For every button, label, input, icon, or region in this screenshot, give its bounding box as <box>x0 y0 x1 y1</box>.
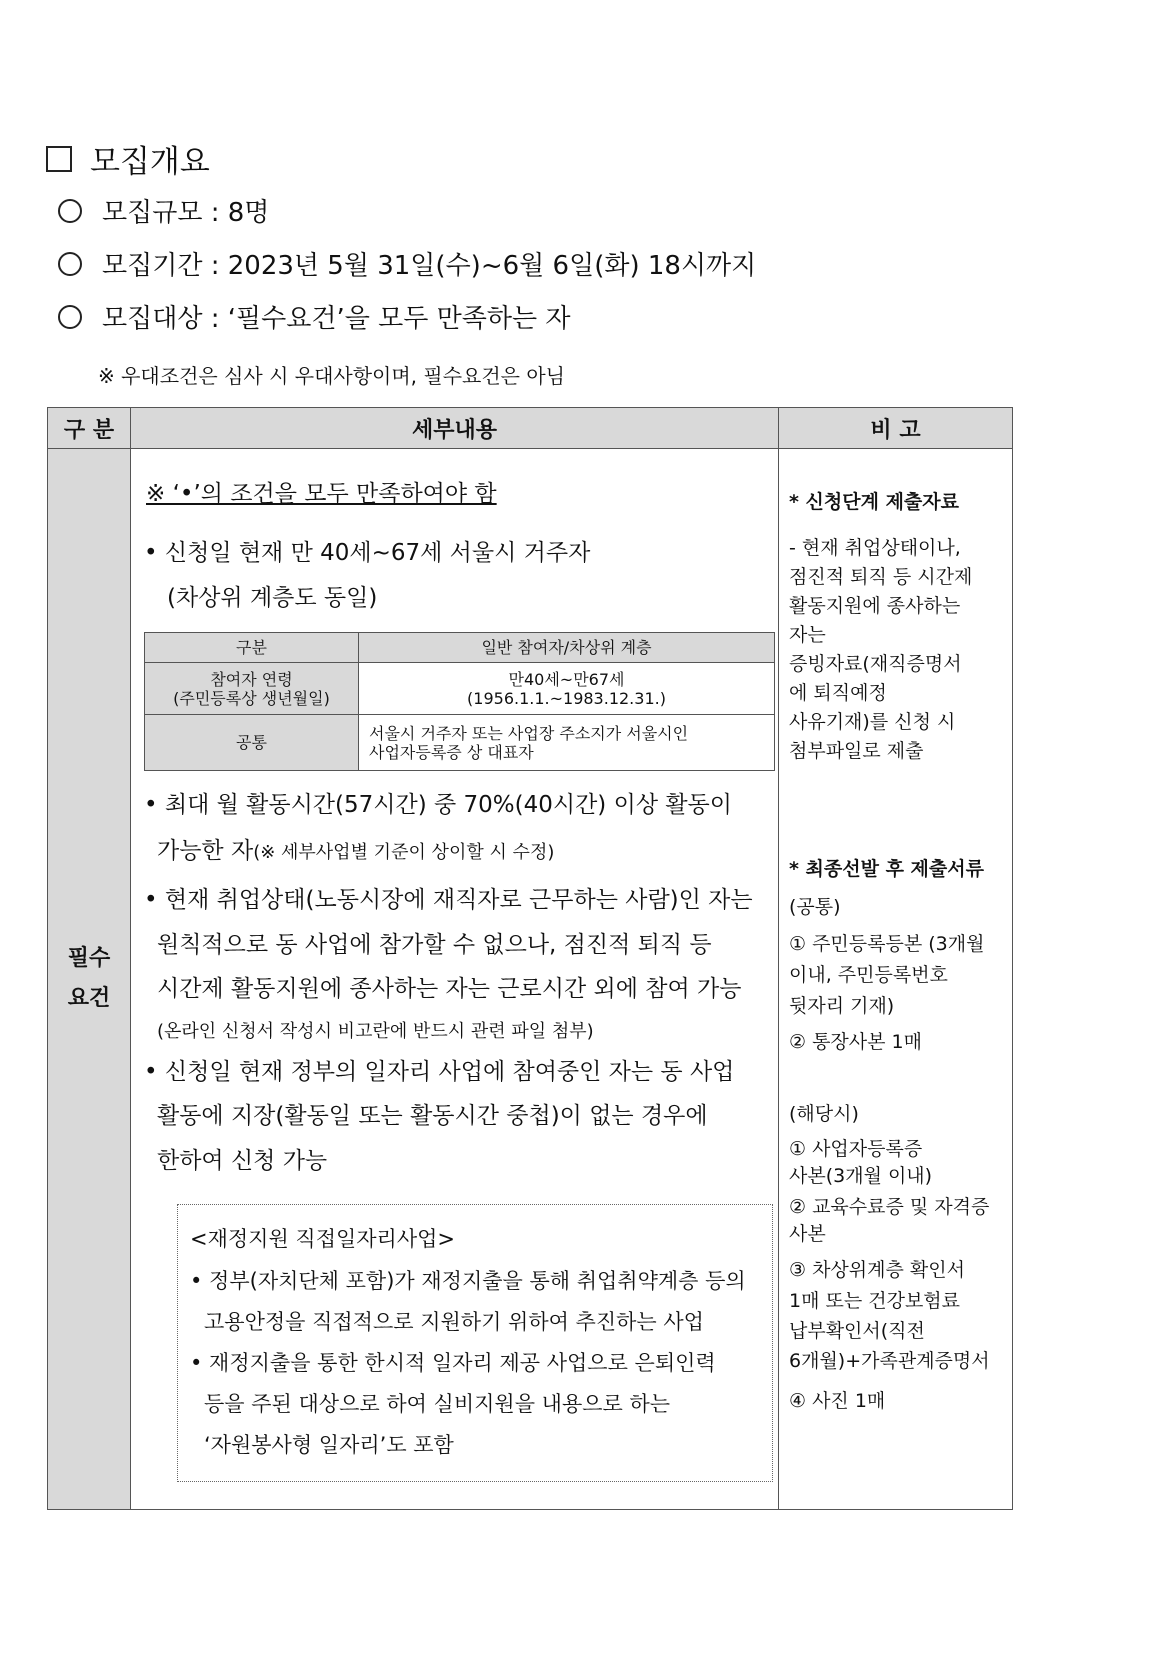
age-criteria-table <box>144 632 775 771</box>
header-remark: 비 고 <box>779 408 1013 449</box>
overview-target: 모집대상 : ‘필수요건’을 모두 만족하는 자 <box>58 298 570 335</box>
item-employment-line2: 원칙적으로 동 사업에 참가할 수 없으나, 점진적 퇴직 등 <box>157 932 712 958</box>
remark-line: - 현재 취업상태이나, <box>789 537 961 559</box>
remark-line: ② 통장사본 1매 <box>789 1031 922 1053</box>
remark-line: 에 퇴직예정 <box>789 682 887 704</box>
remark-line: ② 교육수료증 및 자격증 <box>789 1196 990 1218</box>
remark-applicable-label: (해당시) <box>789 1103 859 1125</box>
condition-note: ※ ‘•’의 조건을 모두 만족하여야 함 <box>146 481 497 507</box>
inner-row-age-label: 참여자 연령 (주민등록상 생년월일) <box>145 663 359 715</box>
direct-job-program-box <box>177 1204 773 1482</box>
item-activity-hours-sub: 가능한 자(※ 세부사업별 기준이 상이할 시 수정) <box>157 838 555 864</box>
remark-line: 점진적 퇴직 등 시간제 <box>789 566 973 588</box>
item-age-residence-sub: (차상위 계층도 동일) <box>167 585 378 611</box>
remark-common-label: (공통) <box>789 896 841 918</box>
box-line: • 정부(자치단체 포함)가 재정지출을 통해 취업취약계층 등의 <box>190 1269 746 1293</box>
remark-heading-final: * 최종선발 후 제출서류 <box>789 858 984 880</box>
item-government-job: • 신청일 현재 정부의 일자리 사업에 참여중인 자는 동 사업 <box>144 1059 735 1085</box>
remark-line: 증빙자료(재직증명서 <box>789 653 962 675</box>
detail-cell <box>131 449 779 1510</box>
box-line: 등을 주된 대상으로 하여 실비지원을 내용으로 하는 <box>204 1392 671 1416</box>
box-line: ‘자원봉사형 일자리’도 포함 <box>204 1433 454 1457</box>
remark-line: 사본 <box>789 1223 826 1245</box>
header-detail: 세부내용 <box>131 408 779 449</box>
remark-line: 6개월)+가족관계증명서 <box>789 1350 990 1372</box>
remark-line: ④ 사진 1매 <box>789 1390 886 1412</box>
item-government-job-line3: 한하여 신청 가능 <box>157 1148 328 1174</box>
item-age-residence: • 신청일 현재 만 40세~67세 서울시 거주자 <box>144 540 591 566</box>
remark-line: 활동지원에 종사하는 <box>789 595 961 617</box>
category-cell: 필수 요건 <box>48 449 131 1510</box>
remark-line: 자는 <box>789 624 826 646</box>
preference-note: ※ 우대조건은 심사 시 우대사항이며, 필수요건은 아님 <box>98 364 565 388</box>
remark-line: 첨부파일로 제출 <box>789 740 924 762</box>
requirements-table <box>47 407 1013 1510</box>
section-title <box>46 136 210 181</box>
circle-bullet-icon <box>58 252 82 276</box>
remark-heading-application: * 신청단계 제출자료 <box>789 491 959 513</box>
remark-line: ③ 차상위계층 확인서 <box>789 1259 965 1281</box>
square-bullet-icon <box>46 146 72 172</box>
overview-period: 모집기간 : 2023년 5월 31일(수)~6월 6일(화) 18시까지 <box>58 245 756 282</box>
circle-bullet-icon <box>58 199 82 223</box>
remark-line: ① 사업자등록증 <box>789 1138 923 1160</box>
remark-line: 뒷자리 기재) <box>789 995 895 1017</box>
remark-line: 1매 또는 건강보험료 <box>789 1290 960 1312</box>
remark-cell <box>779 449 1013 1510</box>
box-line: • 재정지출을 통한 한시적 일자리 제공 사업으로 은퇴인력 <box>190 1351 716 1375</box>
header-category: 구 분 <box>48 408 131 449</box>
remark-line: 이내, 주민등록번호 <box>789 964 948 986</box>
item-employment-line3: 시간제 활동지원에 종사하는 자는 근로시간 외에 참여 가능 <box>157 976 742 1002</box>
remark-line: 납부확인서(직전 <box>789 1320 925 1342</box>
remark-line: ① 주민등록등본 (3개월 <box>789 933 985 955</box>
inner-row-age-value: 만40세~만67세 (1956.1.1.~1983.12.31.) <box>359 663 775 715</box>
remark-line: 사유기재)를 신청 시 <box>789 711 956 733</box>
box-title: <재정지원 직접일자리사업> <box>190 1227 456 1251</box>
section-title-text: 모집개요 <box>90 144 210 180</box>
item-activity-hours: • 최대 월 활동시간(57시간) 중 70%(40시간) 이상 활동이 <box>144 792 732 818</box>
inner-header-target: 일반 참여자/차상위 계층 <box>359 633 775 663</box>
overview-scale: 모집규모 : 8명 <box>58 192 269 229</box>
remark-line: 사본(3개월 이내) <box>789 1165 933 1187</box>
box-line: 고용안정을 직접적으로 지원하기 위하여 추진하는 사업 <box>204 1310 704 1334</box>
item-government-job-line2: 활동에 지장(활동일 또는 활동시간 중첩)이 없는 경우에 <box>157 1103 708 1129</box>
inner-header-category: 구분 <box>145 633 359 663</box>
item-employment: • 현재 취업상태(노동시장에 재직자로 근무하는 사람)인 자는 <box>144 887 753 913</box>
item-employment-line4: (온라인 신청서 작성시 비고란에 반드시 관련 파일 첨부) <box>157 1021 594 1042</box>
circle-bullet-icon <box>58 305 82 329</box>
inner-row-common-label: 공통 <box>145 715 359 771</box>
inner-row-common-value: 서울시 거주자 또는 사업장 주소지가 서울시인 사업자등록증 상 대표자 <box>359 715 775 771</box>
